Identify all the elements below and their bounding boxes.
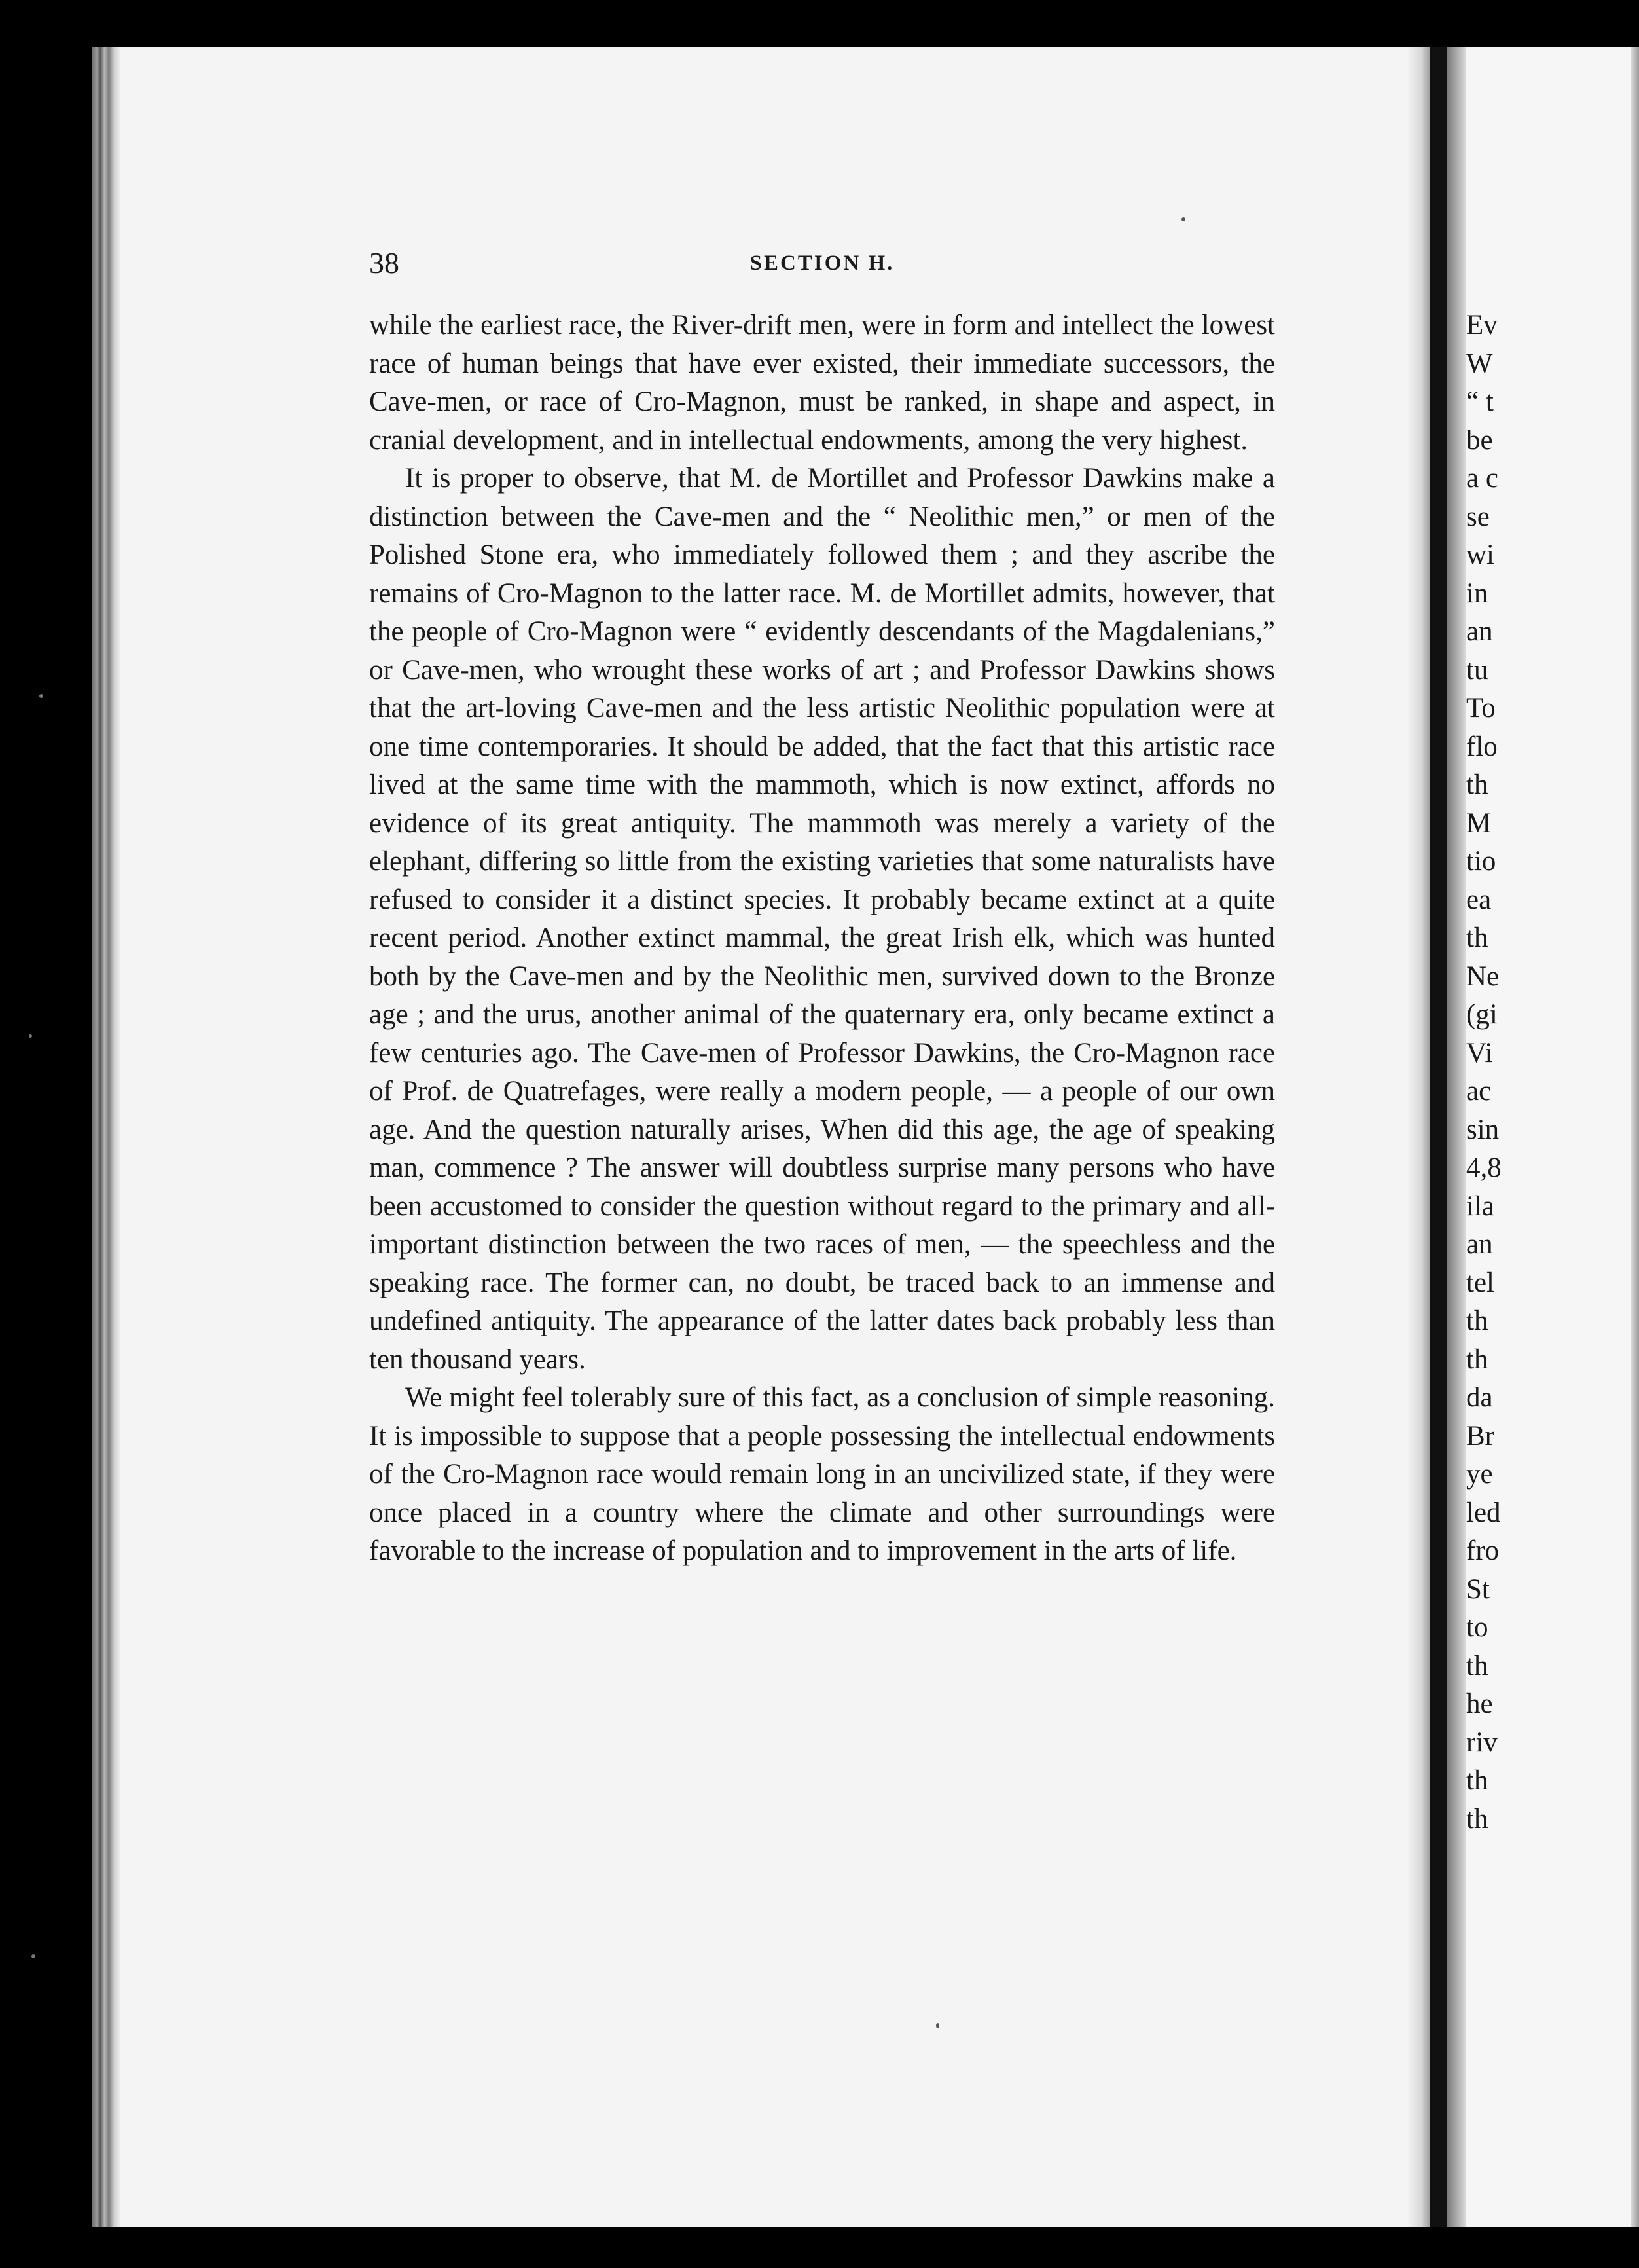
scan-background-top bbox=[0, 0, 1639, 47]
paragraph-3: We might feel tolerably sure of this fact, as a conclusion of simple reasoning. It is impossible to suppose that a people possessing the intellectual endowments of the Cro-Magnon race would remain long in an uncivilized state, if they were once placed in a country where the climate and other surroundings were favorable to the increase of population and to improvement in the arts of life. bbox=[369, 1382, 1275, 1566]
facing-page-line: riv bbox=[1466, 1727, 1498, 1758]
facing-page-line: tio bbox=[1466, 846, 1496, 877]
scan-speck bbox=[31, 1954, 35, 1958]
facing-page-line: th bbox=[1466, 923, 1488, 953]
page-number: 38 bbox=[369, 246, 399, 280]
facing-page-line: an bbox=[1466, 616, 1493, 647]
facing-page-line: da bbox=[1466, 1382, 1493, 1413]
left-page-edge bbox=[92, 47, 120, 2227]
scan-speck bbox=[1181, 217, 1185, 221]
facing-page-line: tel bbox=[1466, 1267, 1494, 1298]
left-page-binding-shadow bbox=[1407, 47, 1430, 2227]
facing-page-line: to bbox=[1466, 1612, 1488, 1643]
facing-page-line: (gi bbox=[1466, 999, 1498, 1030]
section-title: SECTION H. bbox=[749, 251, 895, 275]
facing-page-line: th bbox=[1466, 1803, 1488, 1835]
scan-speck bbox=[936, 2023, 939, 2028]
facing-page-line: th bbox=[1466, 1344, 1488, 1375]
facing-page-line: ac bbox=[1466, 1076, 1492, 1107]
facing-page-line: th bbox=[1466, 1306, 1488, 1336]
facing-page-line: wi bbox=[1466, 540, 1494, 570]
facing-page-line: th bbox=[1466, 1765, 1488, 1796]
facing-page-line: ye bbox=[1466, 1459, 1493, 1490]
facing-page-line: tu bbox=[1466, 654, 1488, 686]
body-text bbox=[369, 306, 1275, 1571]
facing-page-line: th bbox=[1466, 769, 1488, 800]
running-head bbox=[369, 244, 1275, 283]
facing-page-line: sin bbox=[1466, 1114, 1500, 1145]
facing-page-line: be bbox=[1466, 424, 1493, 456]
scan-speck bbox=[39, 694, 43, 698]
facing-page-line: se bbox=[1466, 501, 1490, 532]
facing-page-line: 4,8 bbox=[1466, 1152, 1502, 1183]
facing-page-line: M bbox=[1466, 807, 1492, 839]
facing-page-line: Br bbox=[1466, 1420, 1494, 1452]
facing-page-line: fro bbox=[1466, 1535, 1500, 1566]
paragraph-1: while the earliest race, the River-drift men, were in form and intellect the lowest race of human beings that have ever existed, their immediate successors, the Cave-men, or race of Cro-Magnon, must be ranked, in shape and aspect, in cranial development, and in intellectual endowments, among the very highest. bbox=[369, 310, 1275, 456]
right-page-binding-shadow bbox=[1447, 47, 1466, 2227]
facing-page-line: ea bbox=[1466, 884, 1492, 915]
facing-page-line: Ne bbox=[1466, 960, 1500, 992]
facing-page-line: To bbox=[1466, 693, 1496, 723]
facing-page-line: Ev bbox=[1466, 310, 1498, 340]
facing-page-line: th bbox=[1466, 1650, 1488, 1681]
paragraph-2: It is proper to observe, that M. de Mortillet and Professor Dawkins make a distinction between the Cave-men and the “ Neolithic men,” or men of the Polished Stone era, who immediately followed them ; and they ascribe the remains of Cro-Magnon to the latter race. M. de Mortillet admits, however, that the people of Cro-Magnon were “ evidently descendants of the Magdalenians,” or Cave-men, who wrought these works of art ; and Professor Dawkins shows that the art-loving Cave-men and the less artistic Neolithic population were at one time contemporaries. It should be added, that the fact that this artistic race lived at the same time with the mammoth, which is now extinct, affords no evidence of its great antiquity. The mammoth was merely a variety of the elephant, differing so little from the existing varieties that some naturalists have refused to consider it a distinct species. It probably became extinct at a quite recent period. Another extinct mammal, the great Irish elk, which was hunted both by the Cave-men and by the Neolithic men, survived down to the Bronze age ; and the urus, another animal of the quaternary era, only became extinct a few centuries ago. The Cave-men of Professor Dawkins, the Cro-Magnon race of Prof. de Quatrefages, were really a modern people, — a people of our own age. And the question naturally arises, When did this age, the age of speaking man, commence ? The answer will doubtless surprise many persons who have been accustomed to consider the question without regard to the primary and all-important distinction between the two races of men, — the speechless and the speaking race. The former can, no doubt, be traced back to an immense and undefined antiquity. The appearance of the latter dates back probably less than ten thousand years. bbox=[369, 463, 1275, 1375]
facing-page-line: an bbox=[1466, 1229, 1493, 1260]
facing-page-line: Vi bbox=[1466, 1037, 1493, 1069]
facing-page-text bbox=[1466, 306, 1639, 1838]
facing-page-line: he bbox=[1466, 1689, 1493, 1719]
facing-page-line: “ t bbox=[1466, 386, 1494, 417]
facing-page-line: flo bbox=[1466, 731, 1498, 762]
facing-page-line: ila bbox=[1466, 1190, 1494, 1222]
facing-page-line: W bbox=[1466, 348, 1493, 379]
scan-speck bbox=[29, 1034, 32, 1038]
facing-page-line: in bbox=[1466, 577, 1488, 609]
book-gutter bbox=[1430, 47, 1447, 2227]
facing-page-line: led bbox=[1466, 1497, 1501, 1528]
facing-page-line: St bbox=[1466, 1573, 1490, 1605]
facing-page-line: a c bbox=[1466, 463, 1498, 494]
